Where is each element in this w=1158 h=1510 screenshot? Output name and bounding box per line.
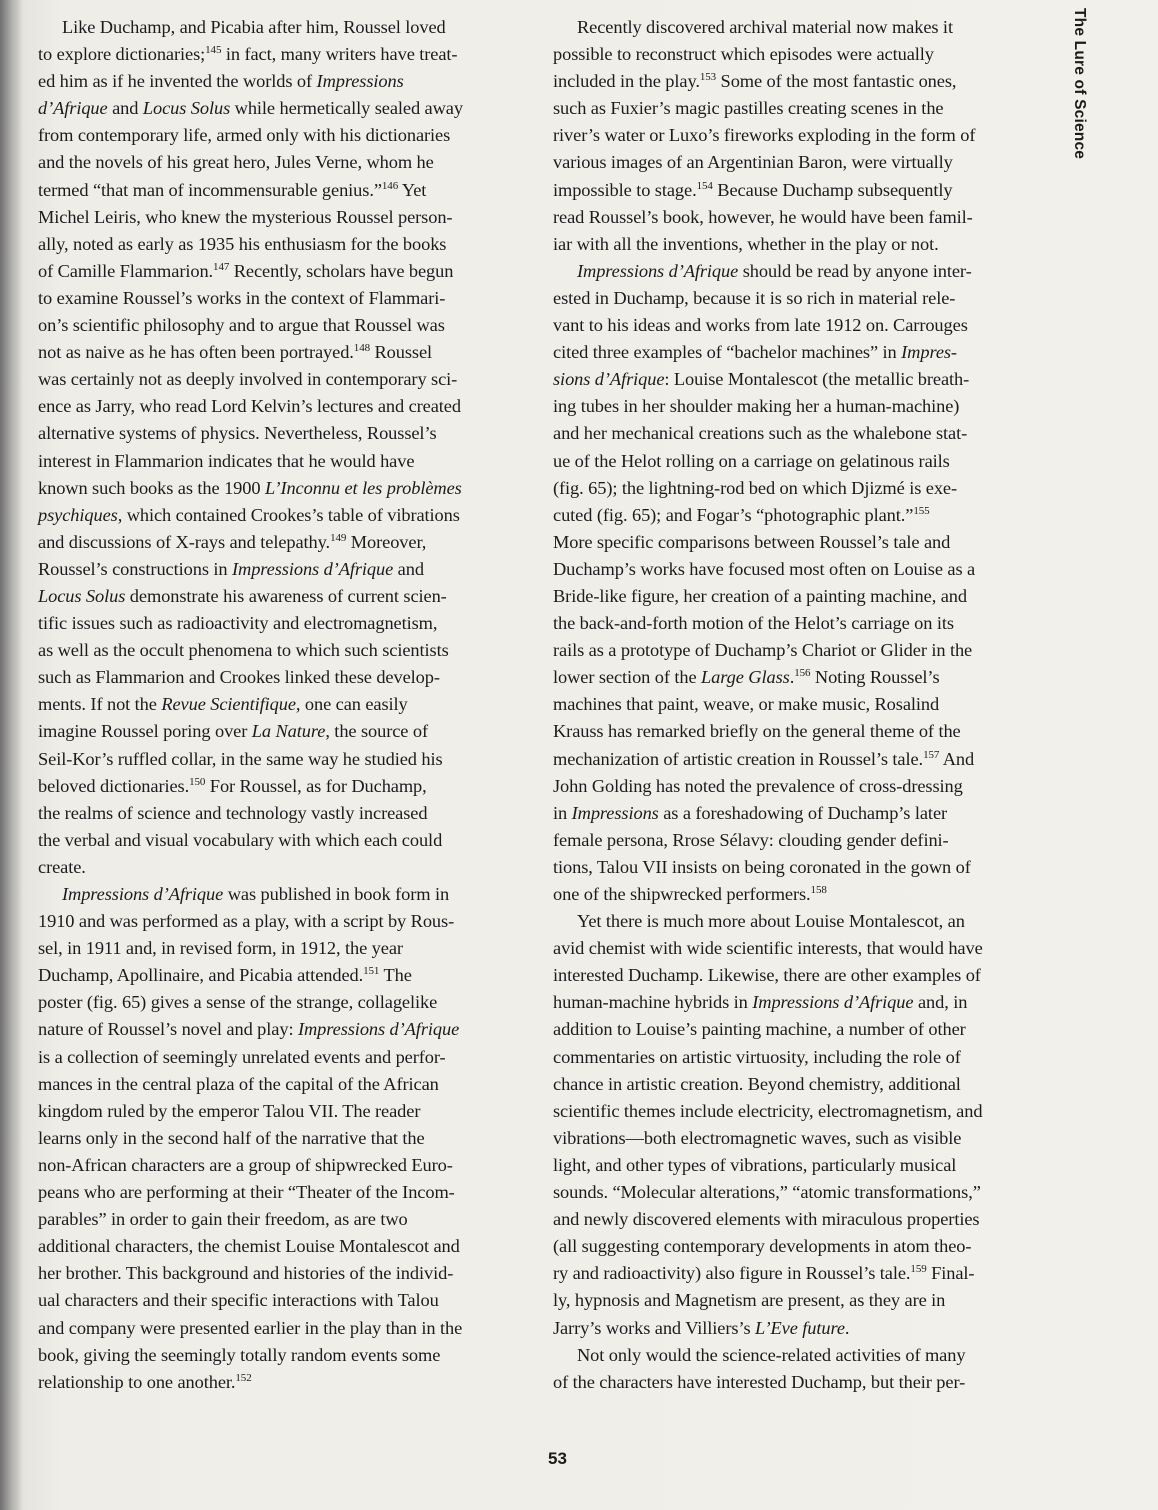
text-line: create. [38,856,86,877]
text-line: Jarry’s works and Villiers’s L’Eve future. [553,1317,850,1338]
text-line: Seil-Kor’s ruffled collar, in the same way he studied his [38,748,443,769]
text-line: Impressions d’Afrique should be read by anyone inter- [577,260,972,281]
text-line: as well as the occult phenomena to which such scientists [38,640,449,661]
text-line: poster (fig. 65) gives a sense of the strange, collagelike [38,992,438,1013]
text-line: ry and radioactivity) also figure in Roussel’s tale.$^{159}$ Final- [553,1263,975,1284]
text-line: Michel Leiris, who knew the mysterious Roussel person- [38,206,453,227]
text-line: More specific comparisons between Roussel’s tale and [553,531,951,552]
text-line: to examine Roussel’s works in the context of Flammari- [38,287,446,308]
text-line: nature of Roussel’s novel and play: Impressions d’Afrique [38,1019,460,1040]
text-line: rails as a prototype of Duchamp’s Chariot or Glider in the [553,640,973,661]
text-line: Not only would the science-related activities of many [577,1344,966,1365]
text-line: such as Flammarion and Crookes linked these develop- [38,667,440,688]
text-line: cited three examples of “bachelor machines” in Impres- [553,342,957,363]
text-line: sel, in 1911 and, in revised form, in 1912, the year [38,938,403,959]
text-line: mances in the central plaza of the capital of the African [38,1073,439,1094]
text-line: commentaries on artistic virtuosity, including the role of [553,1046,961,1067]
text-line: (all suggesting contemporary developments in atom theo- [553,1236,972,1257]
text-line: female persona, Rrose Sélavy: clouding gender defini- [553,829,949,850]
text-line: d’Afrique and Locus Solus while hermetically sealed away [38,98,463,119]
text-line: psychiques, which contained Crookes’s table of vibrations [38,504,460,525]
text-line: Krauss has remarked briefly on the general theme of the [553,721,961,742]
text-line: impossible to stage.$^{154}$ Because Duchamp subsequently [553,179,953,200]
text-line: her brother. This background and histories of the individ- [38,1263,454,1284]
text-line: addition to Louise’s painting machine, a number of other [553,1019,966,1040]
text-line: ing tubes in her shoulder making her a human-machine) [553,396,960,417]
text-line: ly, hypnosis and Magnetism are present, as they are in [553,1290,946,1311]
text-line: peans who are performing at their “Theater of the Incom- [38,1182,455,1203]
text-line: iar with all the inventions, whether in the play or not. [553,233,939,254]
text-line: vibrations—both electromagnetic waves, such as visible [553,1127,962,1148]
text-line: parables” in order to gain their freedom, as are two [38,1209,408,1230]
text-line: ally, noted as early as 1935 his enthusiasm for the books [38,233,447,254]
text-line: non-African characters are a group of shipwrecked Euro- [38,1154,453,1175]
text-line: of the characters have interested Duchamp, but their per- [553,1371,966,1392]
text-line: termed “that man of incommensurable genius.”$^{146}$ Yet [38,179,427,200]
text-line: Duchamp, Apollinaire, and Picabia attended.$^{151}$ The [38,965,412,986]
text-line: human-machine hybrids in Impressions d’Afrique and, in [553,992,968,1013]
binding-shadow [0,0,22,1510]
text-line: read Roussel’s book, however, he would have been famil- [553,206,973,227]
text-line: the verbal and visual vocabulary with which each could [38,829,443,850]
text-line: Like Duchamp, and Picabia after him, Roussel loved [62,17,446,37]
text-line: ue of the Helot rolling on a carriage on gelatinous rails [553,450,950,471]
text-line: tions, Talou VII insists on being coronated in the gown of [553,856,971,877]
text-line: was certainly not as deeply involved in contemporary sci- [38,369,458,390]
text-line: scientific themes include electricity, electromagnetism, and [553,1100,983,1121]
text-line: such as Fuxier’s magic pastilles creating scenes in the [553,98,944,119]
text-line: Recently discovered archival material now makes it [577,17,953,37]
right-text-column [553,14,1055,1396]
text-line: ments. If not the Revue Scientifique, one can easily [38,694,408,715]
text-line: the realms of science and technology vastly increased [38,802,428,823]
text-line: Impressions d’Afrique was published in book form in [62,884,450,904]
text-line: to explore dictionaries;$^{145}$ in fact, many writers have treat- [38,44,458,65]
text-line: lower section of the Large Glass.$^{156}$ Noting Roussel’s [553,667,940,688]
text-line: Locus Solus demonstrate his awareness of current scien- [38,585,447,606]
text-line: of Camille Flammarion.$^{147}$ Recently, scholars have begun [38,260,454,281]
text-line: Roussel’s constructions in Impressions d’Afrique and [38,558,424,579]
text-line: on’s scientific philosophy and to argue that Roussel was [38,315,445,336]
text-line: ence as Jarry, who read Lord Kelvin’s lectures and created [38,396,461,417]
text-line: the back-and-forth motion of the Helot’s carriage on its [553,613,954,634]
text-line: possible to reconstruct which episodes were actually [553,44,934,65]
running-head: The Lure of Science [1071,8,1088,160]
text-line: mechanization of artistic creation in Roussel’s tale.$^{157}$ And [553,748,975,769]
text-line: learns only in the second half of the narrative that the [38,1127,425,1148]
text-line: relationship to one another.$^{152}$ [38,1371,252,1392]
text-line: imagine Roussel poring over La Nature, the source of [38,721,428,742]
left-text-column [38,14,543,1396]
text-line: and newly discovered elements with miraculous properties [553,1209,980,1230]
text-line: cuted (fig. 65); and Fogar’s “photographic plant.”$^{155}$ [553,504,930,525]
text-line: light, and other types of vibrations, particularly musical [553,1154,957,1175]
text-line: ual characters and their specific interactions with Talou [38,1290,439,1311]
text-line: machines that paint, weave, or make music, Rosalind [553,694,940,715]
page-number: 53 [548,1449,567,1468]
text-line: is a collection of seemingly unrelated events and perfor- [38,1046,446,1067]
text-line: interested Duchamp. Likewise, there are other examples of [553,965,981,986]
text-line: interest in Flammarion indicates that he would have [38,450,415,471]
text-line: various images of an Argentinian Baron, were virtually [553,152,953,173]
text-line: Bride-like figure, her creation of a painting machine, and [553,585,967,606]
text-line: known such books as the 1900 L’Inconnu et les problèmes [38,477,462,498]
text-line: avid chemist with wide scientific interests, that would have [553,938,983,959]
text-line: Yet there is much more about Louise Montalescot, an [577,911,965,932]
text-line: from contemporary life, armed only with his dictionaries [38,125,451,146]
text-line: and discussions of X-rays and telepathy.$^{149}$ Moreover, [38,531,427,552]
text-line: sounds. “Molecular alterations,” “atomic transformations,” [553,1182,981,1203]
text-line: river’s water or Luxo’s fireworks exploding in the form of [553,125,976,146]
text-line: John Golding has noted the prevalence of cross-dressing [553,775,963,796]
text-line: ested in Duchamp, because it is so rich in material rele- [553,287,956,308]
text-line: tific issues such as radioactivity and electromagnetism, [38,613,438,634]
text-line: vant to his ideas and works from late 1912 on. Carrouges [553,315,968,336]
text-line: book, giving the seemingly totally random events some [38,1344,441,1365]
text-line: alternative systems of physics. Nevertheless, Roussel’s [38,423,437,444]
text-line: additional characters, the chemist Louise Montalescot and [38,1236,460,1257]
text-line: 1910 and was performed as a play, with a script by Rous- [38,911,455,932]
text-line: beloved dictionaries.$^{150}$ For Roussel, as for Duchamp, [38,775,427,796]
text-line: chance in artistic creation. Beyond chemistry, additional [553,1073,961,1094]
text-line: (fig. 65); the lightning-rod bed on which Djizmé is exe- [553,477,958,498]
text-line: one of the shipwrecked performers.$^{158}$ [553,884,827,904]
text-line: in Impressions as a foreshadowing of Duchamp’s later [553,802,948,823]
text-line: Duchamp’s works have focused most often on Louise as a [553,558,976,579]
text-line: and the novels of his great hero, Jules Verne, whom he [38,152,434,173]
text-line: included in the play.$^{153}$ Some of the most fantastic ones, [553,71,957,92]
text-line: sions d’Afrique: Louise Montalescot (the metallic breath- [553,369,970,390]
text-line: ed him as if he invented the worlds of Impressions [38,71,404,92]
text-line: and company were presented earlier in the play than in the [38,1317,463,1338]
text-line: kingdom ruled by the emperor Talou VII. The reader [38,1100,421,1121]
text-line: not as naive as he has often been portrayed.$^{148}$ Roussel [38,342,433,363]
text-line: and her mechanical creations such as the whalebone stat- [553,423,968,444]
